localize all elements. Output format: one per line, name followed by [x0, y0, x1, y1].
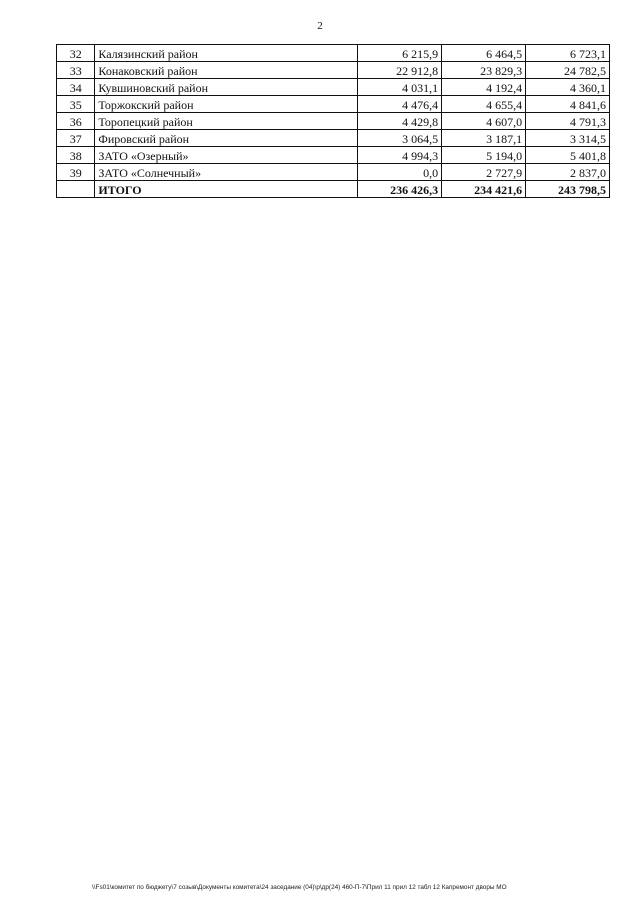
value-year-1: 22 912,8 [358, 62, 442, 79]
table-row [57, 79, 610, 96]
district-name: Калязинский район [95, 45, 358, 62]
value-year-2: 4 192,4 [442, 79, 526, 96]
page-number: 2 [317, 20, 323, 32]
value-year-2: 4 607,0 [442, 113, 526, 130]
value-year-3: 2 837,0 [526, 164, 610, 181]
value-year-3: 4 360,1 [526, 79, 610, 96]
value-year-1: 4 476,4 [358, 96, 442, 113]
value-year-2: 2 727,9 [442, 164, 526, 181]
value-year-1: 3 064,5 [358, 130, 442, 147]
value-year-2: 23 829,3 [442, 62, 526, 79]
table-row [57, 62, 610, 79]
value-year-2: 3 187,1 [442, 130, 526, 147]
row-number: 36 [57, 113, 95, 130]
row-number: 35 [57, 96, 95, 113]
district-name: Конаковский район [95, 62, 358, 79]
value-year-3: 24 782,5 [526, 62, 610, 79]
district-name: Кувшиновский район [95, 79, 358, 96]
table-row [57, 130, 610, 147]
value-year-3: 3 314,5 [526, 130, 610, 147]
value-year-2: 4 655,4 [442, 96, 526, 113]
value-year-2: 6 464,5 [442, 45, 526, 62]
value-year-1: 0,0 [358, 164, 442, 181]
district-name: ЗАТО «Озерный» [95, 147, 358, 164]
total-label: ИТОГО [95, 181, 358, 198]
value-year-3: 6 723,1 [526, 45, 610, 62]
table-row [57, 96, 610, 113]
district-name: Торопецкий район [95, 113, 358, 130]
district-name: ЗАТО «Солнечный» [95, 164, 358, 181]
total-year-3: 243 798,5 [526, 181, 610, 198]
footer-file-path: \\Fs01\комитет по бюджету\7 созыв\Документы комитета\24 заседание (04)\р\др(24) 460-П-7\Прил 11 прил 12 табл 12 Капремонт дворы МО [92, 884, 507, 891]
total-number [57, 181, 95, 198]
value-year-3: 5 401,8 [526, 147, 610, 164]
total-row [57, 181, 610, 198]
row-number: 39 [57, 164, 95, 181]
budget-table [56, 44, 610, 198]
district-name: Торжокский район [95, 96, 358, 113]
table-row [57, 147, 610, 164]
value-year-1: 6 215,9 [358, 45, 442, 62]
row-number: 32 [57, 45, 95, 62]
value-year-1: 4 994,3 [358, 147, 442, 164]
value-year-1: 4 031,1 [358, 79, 442, 96]
value-year-2: 5 194,0 [442, 147, 526, 164]
table-row [57, 45, 610, 62]
district-name: Фировский район [95, 130, 358, 147]
row-number: 37 [57, 130, 95, 147]
value-year-3: 4 841,6 [526, 96, 610, 113]
row-number: 34 [57, 79, 95, 96]
row-number: 33 [57, 62, 95, 79]
table-row [57, 113, 610, 130]
value-year-1: 4 429,8 [358, 113, 442, 130]
total-year-2: 234 421,6 [442, 181, 526, 198]
row-number: 38 [57, 147, 95, 164]
total-year-1: 236 426,3 [358, 181, 442, 198]
value-year-3: 4 791,3 [526, 113, 610, 130]
table-row [57, 164, 610, 181]
